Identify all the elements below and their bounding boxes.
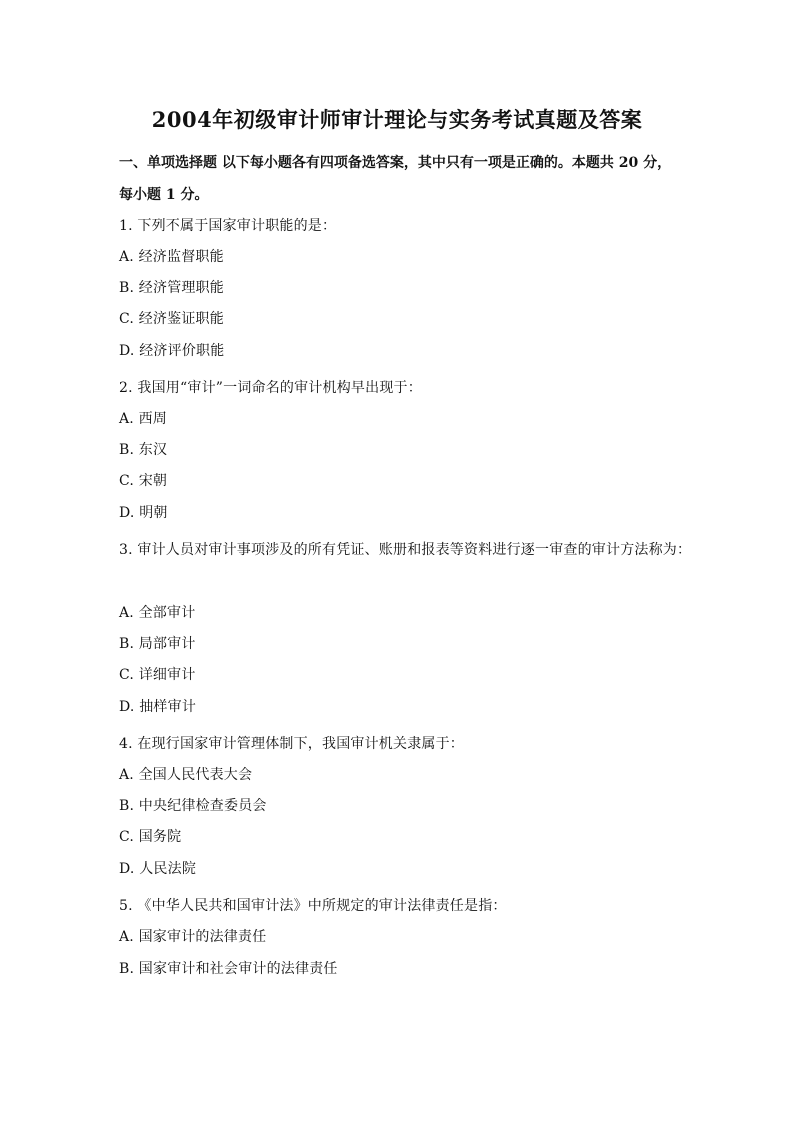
question-2-option-a: A. 西周 xyxy=(119,411,168,427)
question-3-option-c: C. 详细审计 xyxy=(119,667,196,683)
question-4-option-a: A. 全国人民代表大会 xyxy=(119,767,253,783)
question-3-option-b: B. 局部审计 xyxy=(119,636,196,652)
question-2-option-d: D. 明朝 xyxy=(119,505,168,521)
question-1-option-b: B. 经济管理职能 xyxy=(119,280,224,296)
question-4-option-b: B. 中央纪律检查委员会 xyxy=(119,798,267,814)
section-heading-line2: 每小题 1 分。 xyxy=(119,187,209,203)
question-4-option-c: C. 国务院 xyxy=(119,829,182,845)
question-3-option-a: A. 全部审计 xyxy=(119,605,196,621)
question-2-option-c: C. 宋朝 xyxy=(119,473,168,489)
question-1-stem: 1. 下列不属于国家审计职能的是： xyxy=(119,218,337,234)
question-5-option-b: B. 国家审计和社会审计的法律责任 xyxy=(119,961,338,977)
question-1-option-c: C. 经济鉴证职能 xyxy=(119,311,224,327)
question-2-option-b: B. 东汉 xyxy=(119,442,168,458)
question-1-option-d: D. 经济评价职能 xyxy=(119,343,225,359)
question-2-stem: 2. 我国用“审计”一词命名的审计机构早出现于： xyxy=(119,380,422,396)
question-4-stem: 4. 在现行国家审计管理体制下，我国审计机关隶属于： xyxy=(119,736,465,752)
question-1-option-a: A. 经济监督职能 xyxy=(119,249,224,265)
question-3-stem: 3. 审计人员对审计事项涉及的所有凭证、账册和报表等资料进行逐一审查的审计方法称为： xyxy=(119,542,692,558)
question-4-option-d: D. 人民法院 xyxy=(119,861,197,877)
document-title: 2004年初级审计师审计理论与实务考试真题及答案 xyxy=(151,107,643,132)
question-5-option-a: A. 国家审计的法律责任 xyxy=(119,929,267,945)
question-3-option-d: D. 抽样审计 xyxy=(119,699,197,715)
section-heading-line1: 一、单项选择题 以下每小题各有四项备选答案，其中只有一项是正确的。本题共 20 分， xyxy=(119,155,672,171)
question-5-stem: 5. 《中华人民共和国审计法》中所规定的审计法律责任是指： xyxy=(119,898,507,914)
